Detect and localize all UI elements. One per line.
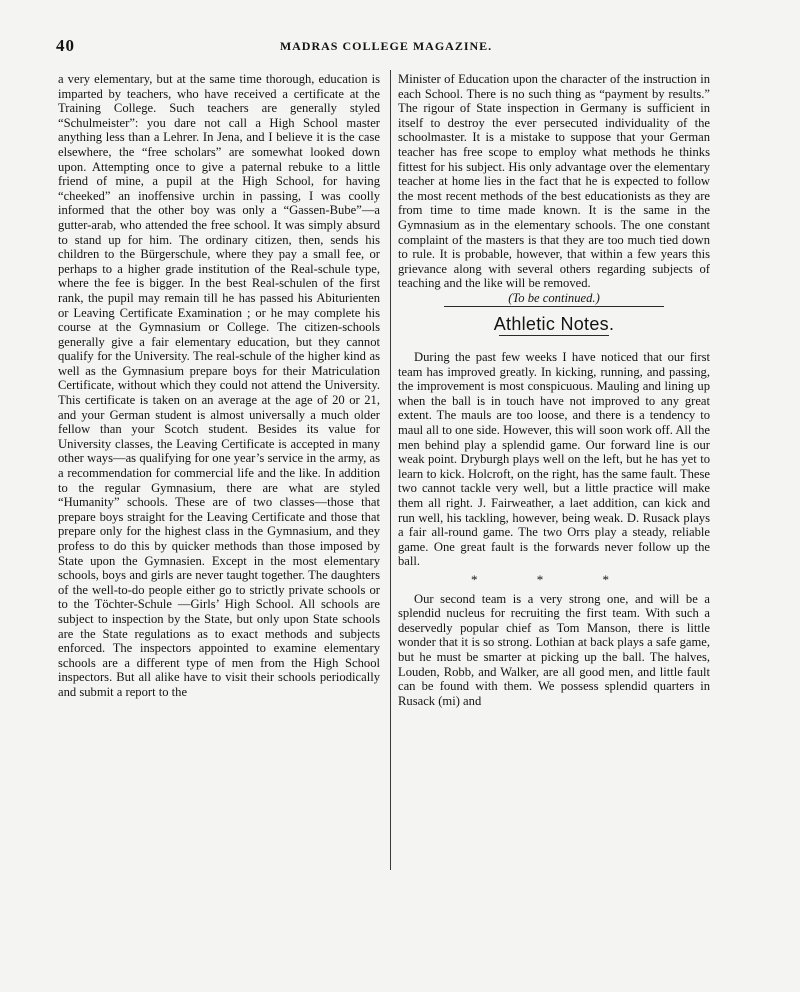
athletic-notes-paragraph-first-team: During the past few weeks I have noticed that our first team has improved greatly. In kicking, running, and passing, the improvement is most conspicuous. Mauling and lining up when the ball is in touch have not improved to any great extent. The mauls are too loose, and there is a tendency to maul all to one side. However, this will soon work off. All the men behind play a splendid game. Our forward line is our weak point. Dryburgh plays well on the left, but he has yet to learn to kick. Holcroft, on the right, has the same fault. These two cannot tackle very well, but a little practice will make them all right. J. Fairweather, a laet addition, can kick and run well, his tackling, however, being weak. D. Rusack plays a fair all-round game. The two Orrs play a steady, reliable game. One great fault is the forwards never follow up the ball. — [398, 350, 710, 569]
to-be-continued-note: (To be continued.) — [508, 290, 600, 305]
section-heading-underline — [499, 335, 609, 336]
left-column-paragraph: a very elementary, but at the same time thorough, education is imparted by teachers, who have received a certificate at the Training College. Such teachers are generally styled “Schulmeister”: you dare not call a High School master anything less than a Lehrer. In Jena, and I believe it is the case elsewhere, the “free scholars” are somewhat looked down upon. Attempting once to give a paternal rebuke to a little friend of mine, a pupil at the High School, for having “cheeked” an inoffensive urchin in passing, I was coolly informed that the other boy was only a “Gassen-Bube”—a gutter-arab, who attended the free school. It was simply absurd to stand up for him. The ordinary citizen, then, sends his children to the Bürgerschule, where they pay a small fee, or perhaps to a higher grade institution of the Real-schule type, where the fee is bigger. In the best Real-schulen of the first rank, the pupil may remain till he has passed his Abiturienten or Leaving Certificate Examination ; or he may complete his course at the Gymnasium or College. The citizen-schools generally give a fair elementary education, but they cannot qualify for the University. The real-schule of the higher kind as well as the Gymnasium prepare boys for their Matriculation Certificate, without which they could not attend the University. This certificate is taken on an average at the age of 20 or 21, and your German student is almost universally a much older fellow than your Scotch student. Besides its value for University classes, the Leaving Certificate is accepted in many other ways—as qualifying for one year’s service in the army, as a recommendation for commercial life and the like. In addition to the regular Gymnasium, there are what are styled “Humanity” schools. These are of two classes—those that prepare boys straight for the Leaving Certificate and those that prepare only for the highest class in the Gymnasium, and they profess to do this by quicker methods than those imposed by State upon the Gymnasien. Except in the most elementary schools, boys and girls are never taught together. The daughters of the well-to-do people either go to strictly private schools or to the Töchter-Schule —Girls’ High School. All schools are subject to inspection by the State, but only upon State schools are the State regulations as to exact methods and subjects enforced. The inspectors appointed to examine elementary schools are a different type of men from the High School inspectors. But all alike have to visit their schools periodically and submit a report to the — [58, 72, 380, 699]
right-column — [398, 72, 710, 708]
section-divider — [444, 306, 664, 307]
asterism-separator: * * * — [471, 572, 637, 587]
left-column — [58, 72, 380, 700]
page-header — [56, 36, 716, 58]
education-paragraph-conclusion: Minister of Education upon the character of the instruction in each School. There is no such thing as “payment by results.” The rigour of State inspection in Germany is sufficient in itself to destroy the ever persecuted individuality of the schoolmaster. It is a mistake to suppose that your German teacher has free scope to employ what methods he thinks fittest for his subject. His only advantage over the elementary teacher at home lies in the fact that he is expected to follow the most recent methods of the best educationists as they are from time to time made known. It is the same in the Gymnasium as in the elementary schools. The one constant complaint of the masters is that they are too much tied down to rule. It is probable, however, that within a few years this grievance along with several others regarding subjects of teaching and the like will be removed. — [398, 72, 710, 291]
section-heading-athletic-notes: Athletic Notes. — [493, 313, 615, 334]
running-title: MADRAS COLLEGE MAGAZINE. — [279, 39, 493, 53]
page-number: 40 — [56, 36, 75, 55]
athletic-notes-paragraph-second-team: Our second team is a very strong one, and will be a splendid nucleus for recruiting the first team. With such a deservedly popular chief as Tom Manson, there is little wonder that it is so strong. Lothian at back plays a safe game, but he must be smarter at picking up the ball. The halves, Louden, Robb, and Walker, are all good men, and little fault can be found with them. We possess splendid quarters in Rusack (mi) and — [398, 591, 710, 708]
column-divider — [390, 70, 391, 870]
